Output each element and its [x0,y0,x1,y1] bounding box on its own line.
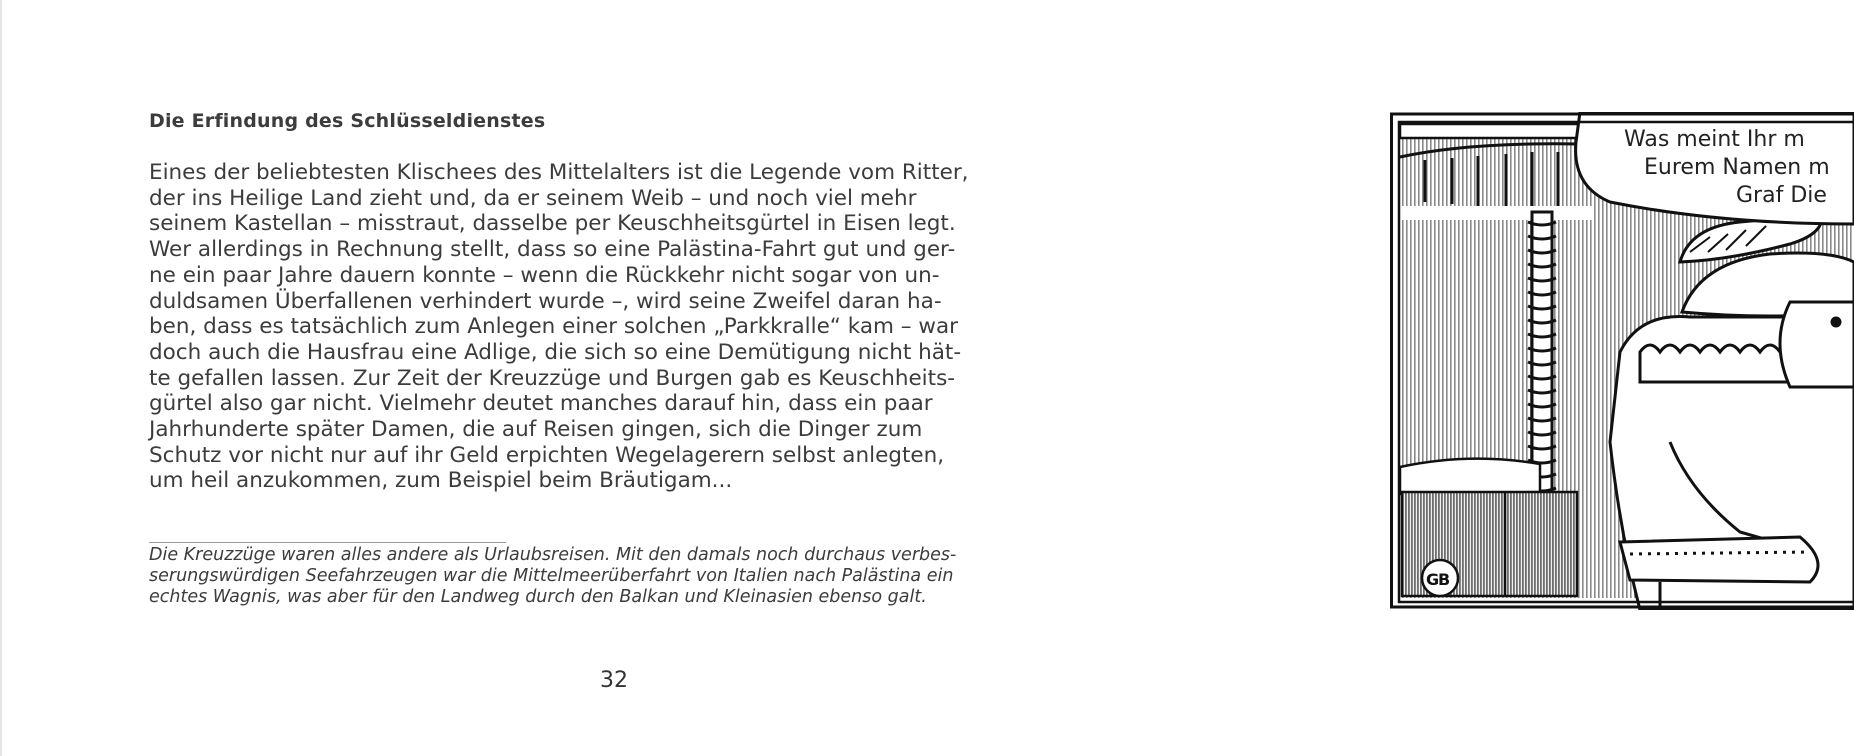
body-line: Eines der beliebtesten Klischees des Mittelalters ist die Legende vom Ritter, [149,160,969,185]
body-line: seinem Kastellan – misstraut, dasselbe per Keuschheitsgürtel in Eisen legt. [149,211,956,237]
section-heading: Die Erfindung des Schlüsseldienstes [149,110,546,132]
page-number: 32 [600,668,628,693]
page-edge [0,0,2,756]
body-line: duldsamen Überfallenen verhindert wurde –, wird seine Zweifel daran ha- [149,288,942,314]
body-line: der ins Heilige Land zieht und, da er seinem Weib – und noch viel mehr [149,185,917,211]
body-line: Wer allerdings in Rechnung stellt, dass so eine Palästina-Fahrt gut und ger- [149,237,956,263]
body-line: Jahrhunderte später Damen, die auf Reisen gingen, sich die Dinger zum [149,417,923,443]
speech-line: Eurem Namen m [1644,155,1830,180]
svg-text:G: G [1426,570,1440,589]
body-line: ben, dass es tatsächlich zum Anlegen einer solchen „Parkkralle“ kam – war [149,314,958,340]
body-line: ne ein paar Jahre dauern konnte – wenn die Rückkehr nicht sogar von un- [149,262,940,288]
footnote-divider [149,542,506,543]
footnote-line: echtes Wagnis, was aber für den Landweg durch den Balkan und Kleinasien ebenso galt. [149,587,927,607]
body-line: gürtel also gar nicht. Vielmehr deutet manches darauf hin, dass ein paar [149,391,933,417]
body-paragraph [149,160,1089,494]
speech-line: Graf Die [1736,183,1827,208]
speech-line: Was meint Ihr m [1624,127,1805,152]
body-line: doch auch die Hausfrau eine Adlige, die sich so eine Demütigung nicht hät- [149,339,962,365]
body-line: te gefallen lassen. Zur Zeit der Kreuzzüge und Burgen gab es Keuschheits- [149,365,956,391]
body-line: Schutz vor nicht nur auf ihr Geld erpichten Wegelagerern selbst anlegten, [149,442,945,468]
footnote [149,545,1099,608]
body-line: um heil anzukommen, zum Beispiel beim Bräutigam... [149,468,733,494]
bell-rope [1528,212,1556,502]
artist-signature-logo [1422,560,1458,596]
svg-text:B: B [1438,570,1451,589]
cartoon-illustration [1390,112,1854,610]
footnote-line: serungswürdigen Seefahrzeugen war die Mittelmeerüberfahrt von Italien nach Palästina ein [149,566,954,586]
footnote-line: Die Kreuzzüge waren alles andere als Urlaubsreisen. Mit den damals noch durchaus verbes- [149,545,957,565]
